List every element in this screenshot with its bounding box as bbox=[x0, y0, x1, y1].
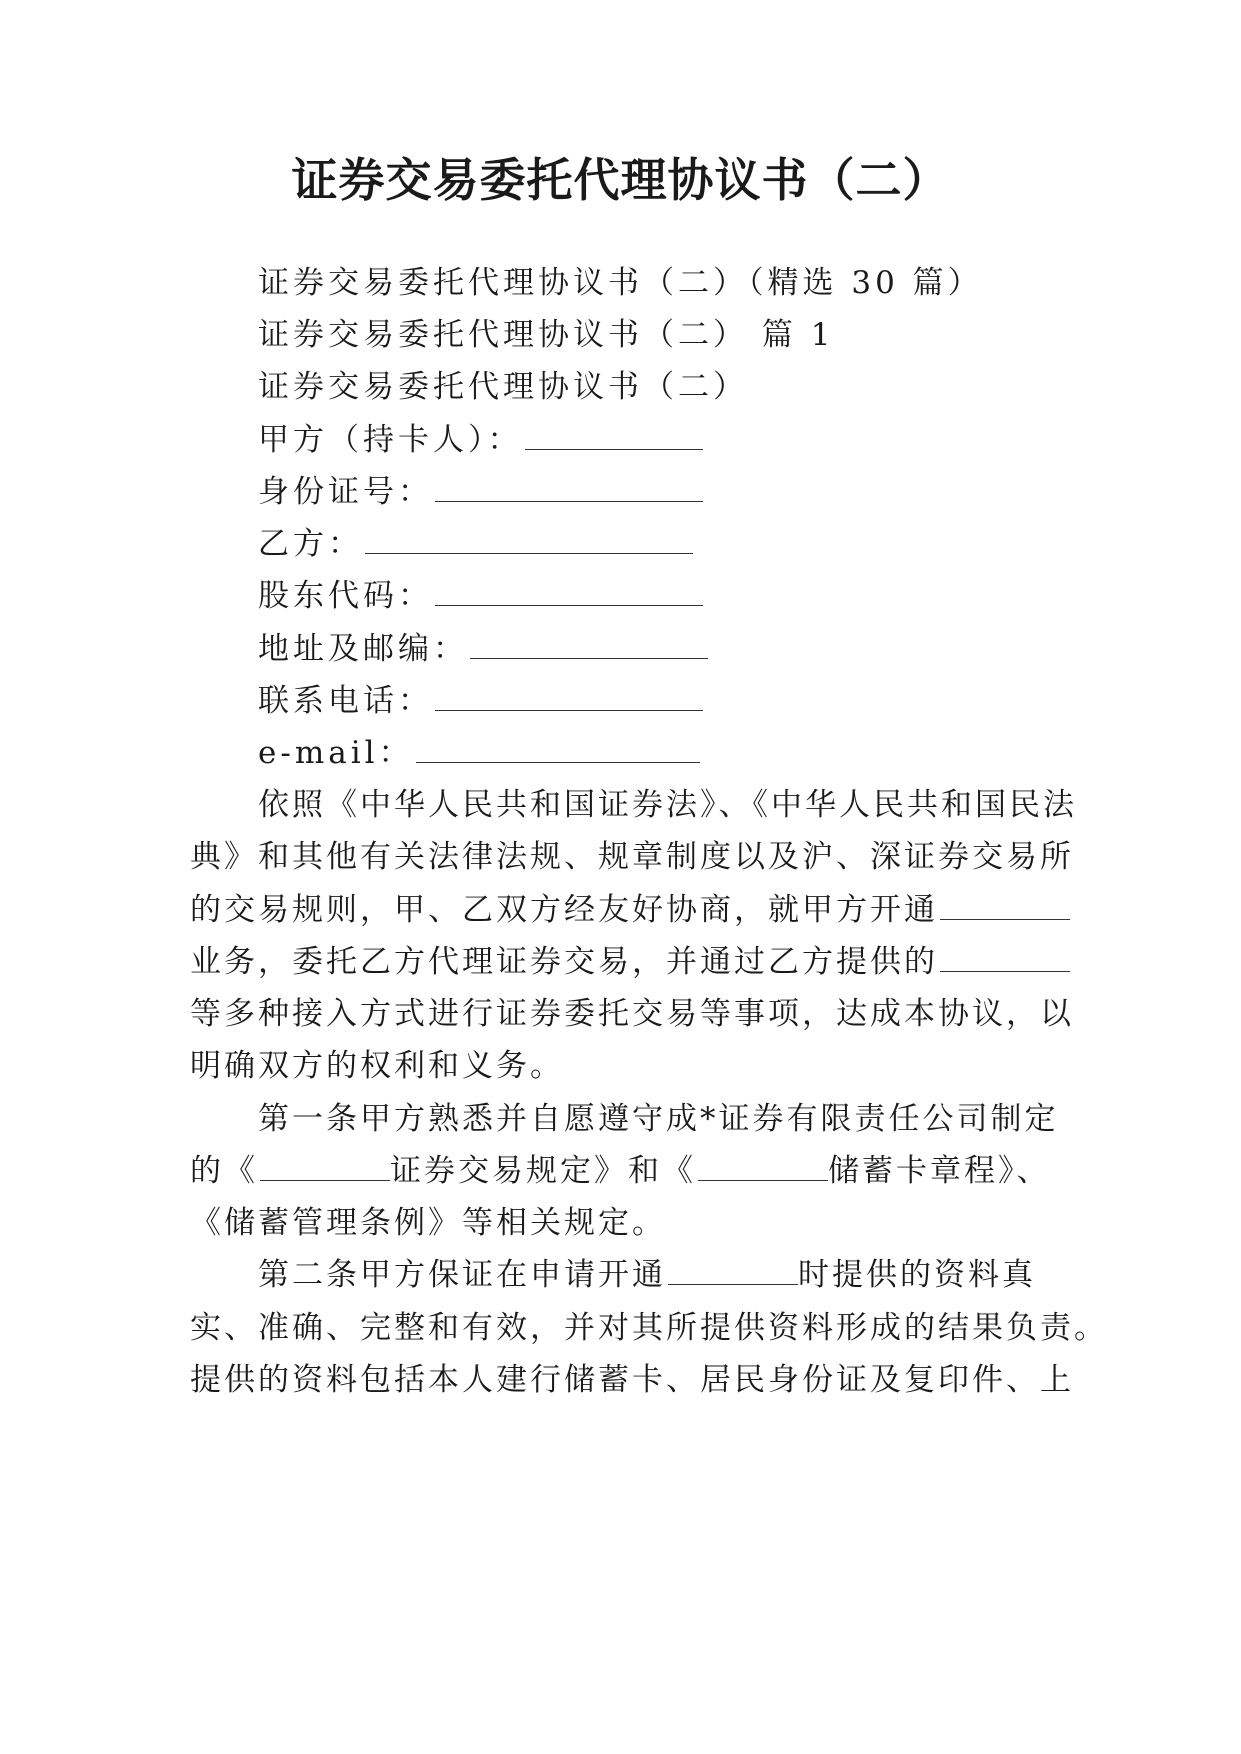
article-text: 证券交易规定》和《 bbox=[390, 1153, 696, 1189]
fill-blank bbox=[525, 423, 703, 450]
fill-blank bbox=[470, 632, 708, 659]
field-label: 股东代码： bbox=[258, 578, 433, 614]
article-line bbox=[190, 1151, 1051, 1191]
fill-blank bbox=[698, 1154, 828, 1181]
field-phone bbox=[258, 681, 703, 721]
field-email bbox=[258, 733, 700, 773]
fill-blank bbox=[416, 736, 700, 763]
field-shareholder-code bbox=[258, 576, 703, 616]
paragraph-line: 明确双方的权利和义务。 bbox=[190, 1048, 564, 1084]
fill-blank bbox=[435, 475, 703, 502]
paragraph-line bbox=[190, 942, 1070, 982]
fill-blank bbox=[668, 1258, 798, 1285]
article-line: 实、准确、完整和有效，并对其所提供资料形成的结果负责。 bbox=[190, 1310, 1108, 1346]
article-line: 第一条甲方熟悉并自愿遵守成*证券有限责任公司制定 bbox=[258, 1101, 1059, 1137]
paragraph-line: 典》和其他有关法律法规、规章制度以及沪、深证券交易所 bbox=[190, 839, 1074, 875]
article-line: 《储蓄管理条例》等相关规定。 bbox=[190, 1205, 666, 1241]
article-text: 的《 bbox=[190, 1153, 258, 1189]
paragraph-line bbox=[190, 890, 1070, 930]
article-line: 提供的资料包括本人建行储蓄卡、居民身份证及复印件、上 bbox=[190, 1362, 1074, 1398]
article-line bbox=[258, 1255, 1036, 1295]
fill-blank bbox=[260, 1154, 390, 1181]
article-text: 第二条甲方保证在申请开通 bbox=[258, 1257, 666, 1293]
field-id-number bbox=[258, 472, 703, 512]
field-address bbox=[258, 629, 708, 669]
fill-blank bbox=[435, 684, 703, 711]
paragraph-text: 的交易规则，甲、乙双方经友好协商，就甲方开通 bbox=[190, 892, 938, 928]
article-text: 时提供的资料真 bbox=[798, 1257, 1036, 1293]
field-label: 乙方： bbox=[258, 526, 363, 562]
document-title: 证券交易委托代理协议书（二） bbox=[291, 153, 950, 207]
section-title: 证券交易委托代理协议书（二） bbox=[258, 369, 748, 405]
field-label: 地址及邮编： bbox=[258, 631, 468, 667]
field-party-a bbox=[258, 420, 703, 460]
field-label: 身份证号： bbox=[258, 474, 433, 510]
field-label: 联系电话： bbox=[258, 683, 433, 719]
paragraph-line: 依照《中华人民共和国证券法》、《中华人民共和国民法 bbox=[258, 787, 1077, 823]
subtitle-line: 证券交易委托代理协议书（二）（精选 30 篇） bbox=[258, 265, 983, 301]
section-heading: 证券交易委托代理协议书（二） 篇 1 bbox=[258, 317, 835, 353]
paragraph-line: 等多种接入方式进行证券委托交易等事项，达成本协议，以 bbox=[190, 996, 1074, 1032]
field-label: e-mail： bbox=[258, 735, 414, 771]
fill-blank bbox=[435, 579, 703, 606]
paragraph-text: 业务，委托乙方代理证券交易，并通过乙方提供的 bbox=[190, 944, 938, 980]
fill-blank bbox=[940, 893, 1070, 920]
field-label: 甲方（持卡人）： bbox=[258, 422, 523, 458]
fill-blank bbox=[940, 945, 1070, 972]
field-party-b bbox=[258, 524, 693, 564]
article-text: 储蓄卡章程》、 bbox=[828, 1153, 1051, 1189]
fill-blank bbox=[365, 527, 693, 554]
